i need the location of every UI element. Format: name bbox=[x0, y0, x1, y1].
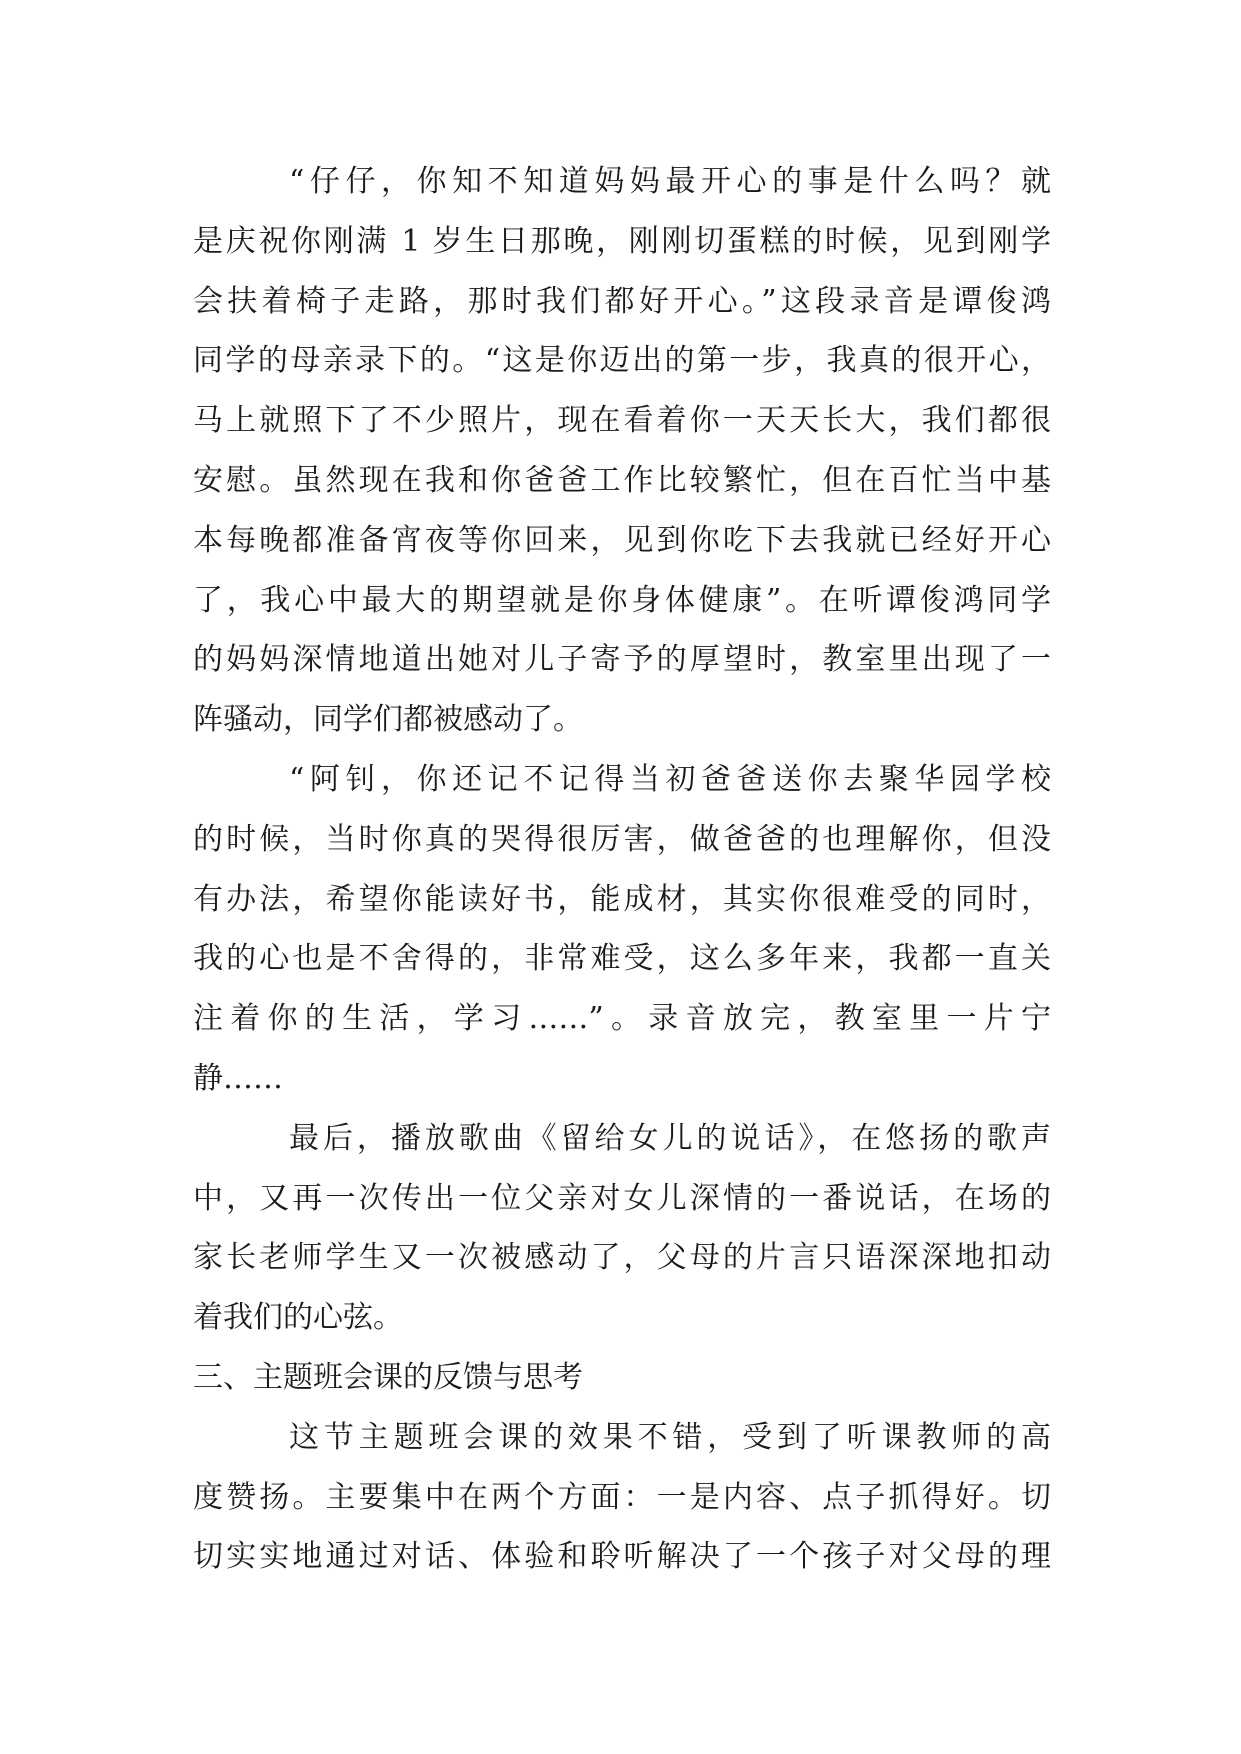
paragraph-line: 的妈妈深情地道出她对儿子寄予的厚望时，教室里出现了一 bbox=[193, 642, 1051, 678]
paragraph-line: 度赞扬。主要集中在两个方面：一是内容、点子抓得好。切 bbox=[193, 1479, 1051, 1515]
paragraph-line: 了，我心中最大的期望就是你身体健康”。在听谭俊鸿同学 bbox=[193, 582, 1051, 618]
paragraph-line: 是庆祝你刚满 1 岁生日那晚，刚刚切蛋糕的时候，见到刚学 bbox=[193, 223, 1051, 259]
section-heading bbox=[193, 1348, 1051, 1408]
paragraph-line: 有办法，希望你能读好书，能成材，其实你很难受的同时， bbox=[193, 881, 1051, 917]
body-paragraph bbox=[193, 1408, 1051, 1587]
heading-text: 三、主题班会课的反馈与思考 bbox=[193, 1359, 583, 1395]
paragraph-line: 静…… bbox=[193, 1060, 283, 1096]
body-paragraph bbox=[193, 750, 1051, 1109]
paragraph-line: 注着你的生活，学习……”。录音放完，教室里一片宁 bbox=[193, 1001, 1051, 1037]
paragraph-line: “仔仔，你知不知道妈妈最开心的事是什么吗？就 bbox=[289, 164, 1051, 199]
body-paragraph bbox=[193, 1109, 1051, 1348]
paragraph-line: 会扶着椅子走路，那时我们都好开心。”这段录音是谭俊鸿 bbox=[193, 283, 1051, 319]
paragraph-line: 切实实地通过对话、体验和聆听解决了一个孩子对父母的理 bbox=[193, 1539, 1051, 1575]
paragraph-line: 马上就照下了不少照片，现在看着你一天天长大，我们都很 bbox=[193, 403, 1051, 439]
paragraph-line: 中，又再一次传出一位父亲对女儿深情的一番说话，在场的 bbox=[193, 1180, 1051, 1216]
document-page bbox=[193, 152, 1051, 1587]
paragraph-line: 安慰。虽然现在我和你爸爸工作比较繁忙，但在百忙当中基 bbox=[193, 462, 1051, 498]
paragraph-line: 我的心也是不舍得的，非常难受，这么多年来，我都一直关 bbox=[193, 941, 1051, 977]
paragraph-line: 阵骚动，同学们都被感动了。 bbox=[193, 702, 583, 738]
paragraph-line: 这节主题班会课的效果不错，受到了听课教师的高 bbox=[289, 1419, 1051, 1455]
paragraph-line: 家长老师学生又一次被感动了，父母的片言只语深深地扣动 bbox=[193, 1240, 1051, 1276]
paragraph-line: 本每晚都准备宵夜等你回来，见到你吃下去我就已经好开心 bbox=[193, 522, 1051, 558]
body-paragraph bbox=[193, 152, 1051, 750]
paragraph-line: 的时候，当时你真的哭得很厉害，做爸爸的也理解你，但没 bbox=[193, 821, 1051, 857]
paragraph-line: “阿钊，你还记不记得当初爸爸送你去聚华园学校 bbox=[289, 761, 1051, 797]
paragraph-line: 最后，播放歌曲《留给女儿的说话》，在悠扬的歌声 bbox=[289, 1120, 1051, 1156]
paragraph-line: 同学的母亲录下的。“这是你迈出的第一步，我真的很开心， bbox=[193, 343, 1051, 379]
paragraph-line: 着我们的心弦。 bbox=[193, 1300, 403, 1336]
